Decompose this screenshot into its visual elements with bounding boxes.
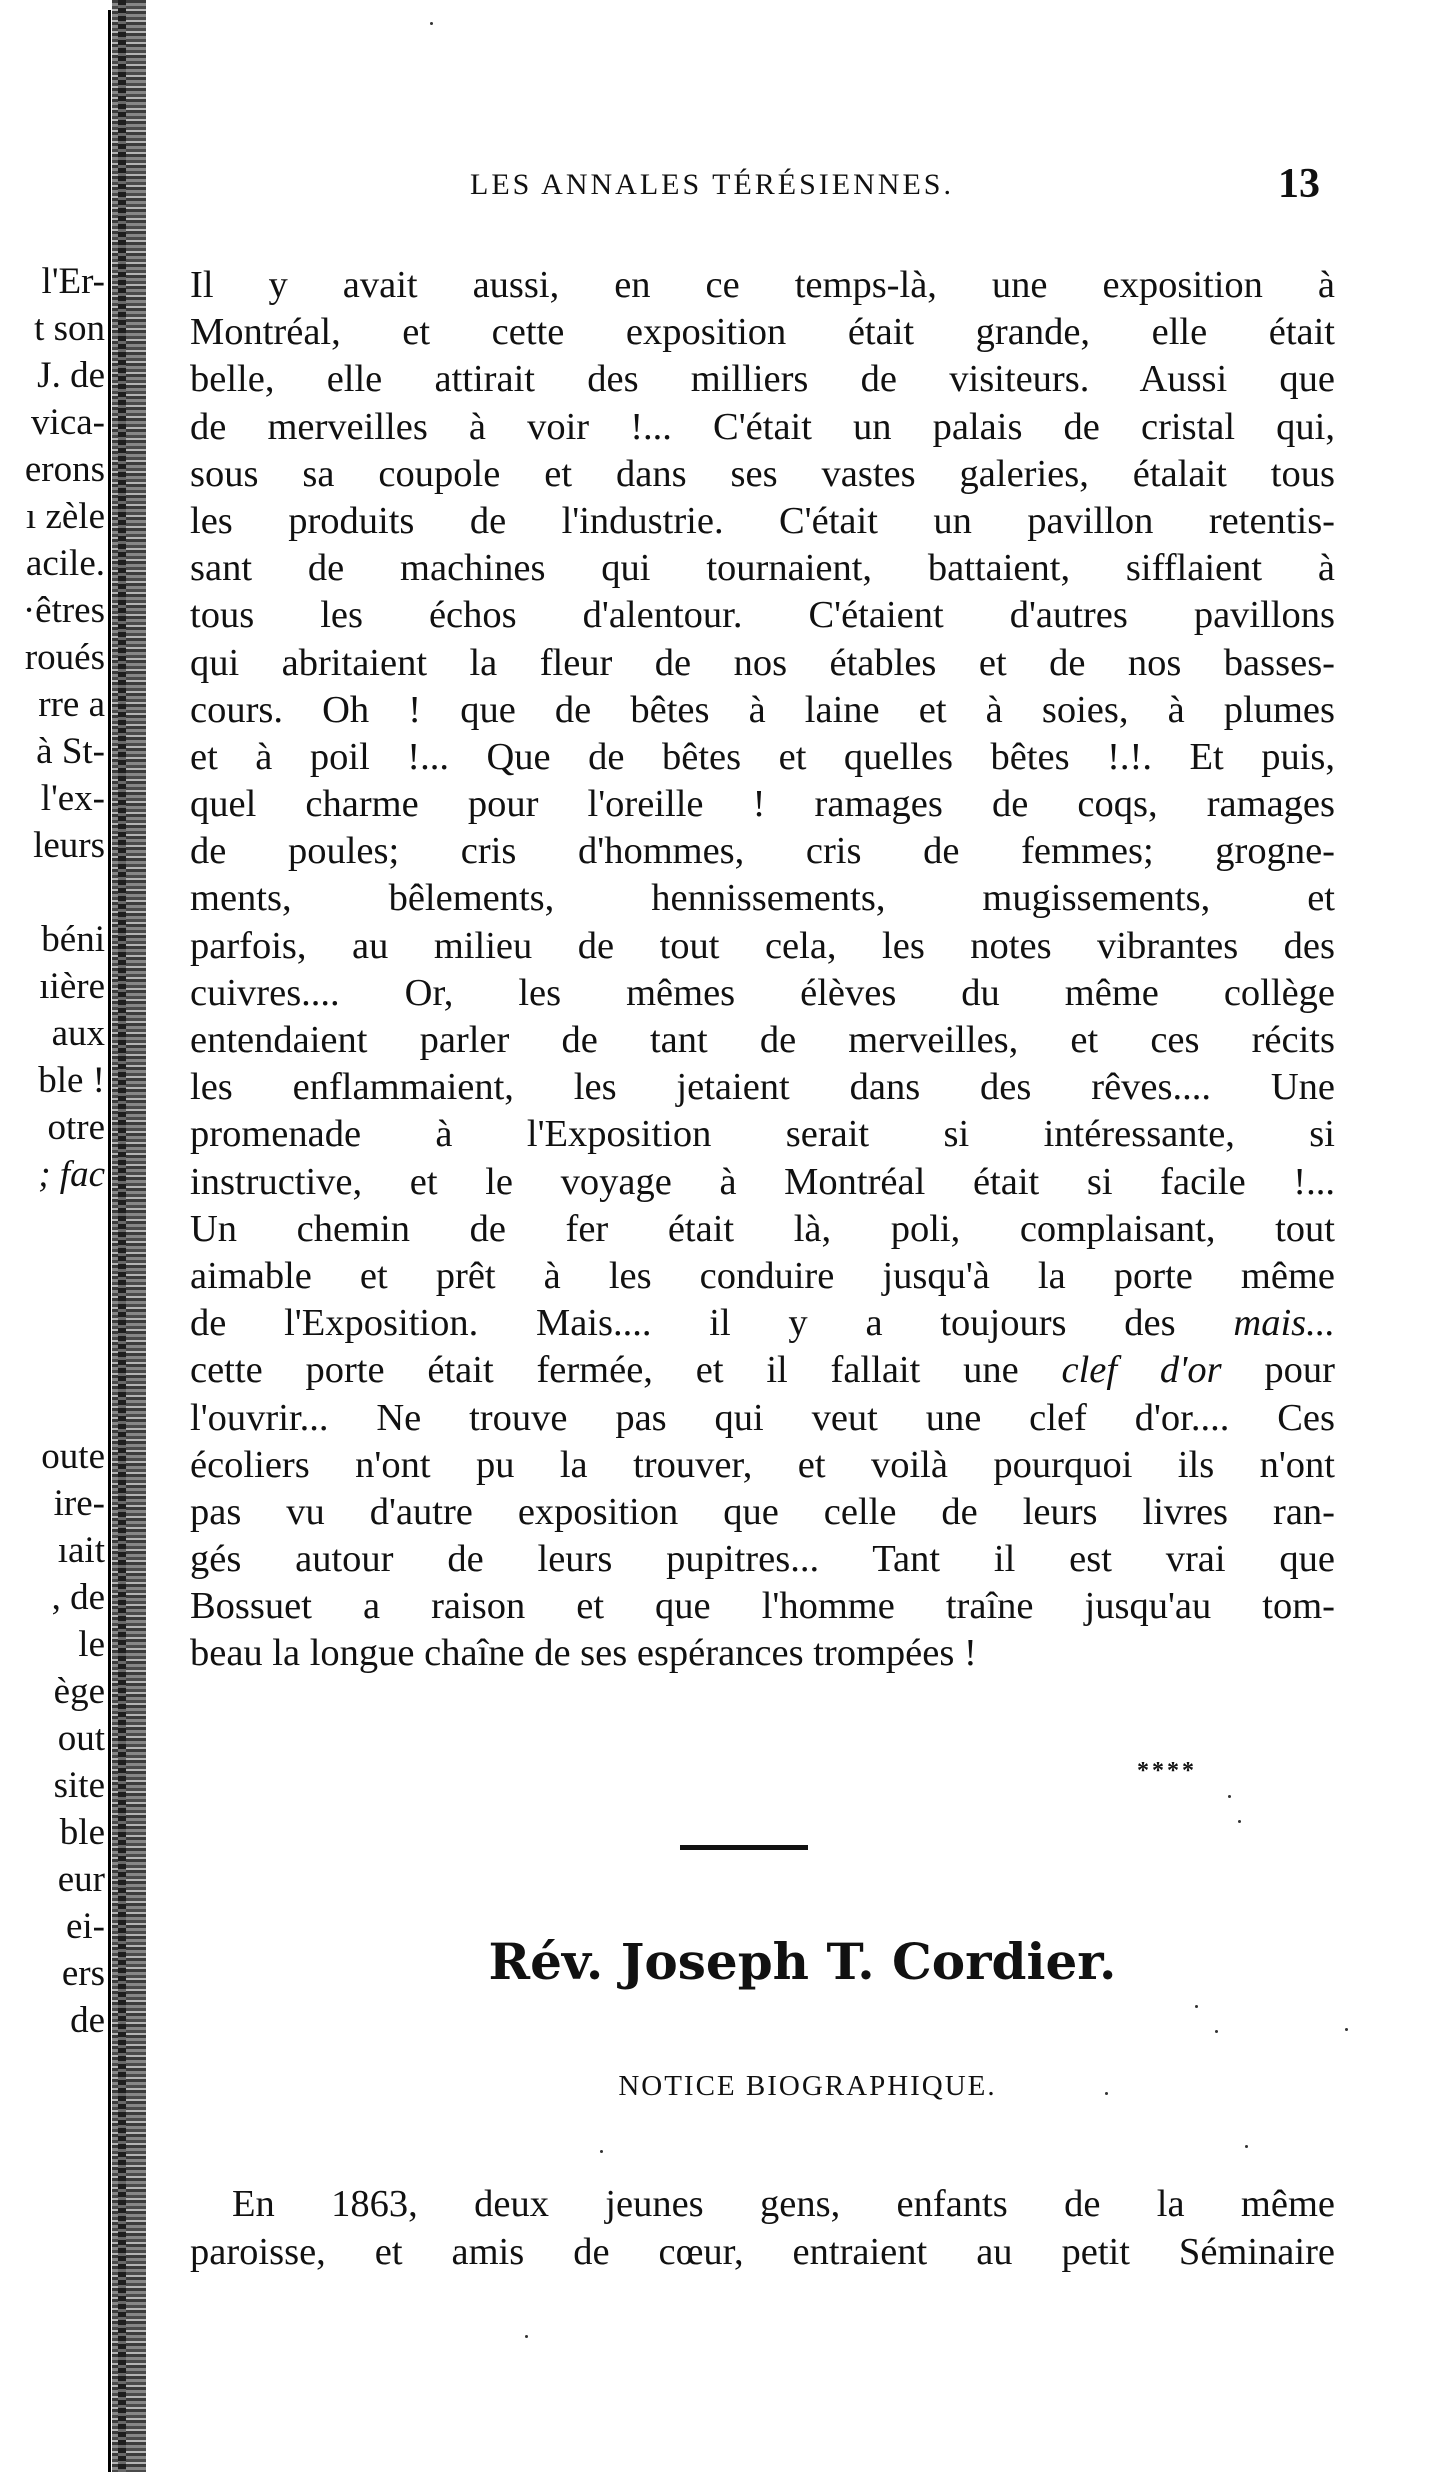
text-line: entendaient parler de tant de merveilles, et ces récits: [190, 1019, 1335, 1061]
left-fragment-line: ble: [59, 1812, 105, 1853]
scan-speck: [1238, 1820, 1241, 1823]
text-line: beau la longue chaîne de ses espérances trompées !: [190, 1632, 977, 1675]
section-divider: [680, 1845, 808, 1850]
left-fragment-line: [0, 1198, 105, 1245]
left-fragment-line: ire-: [53, 1483, 105, 1524]
text-line: parfois, au milieu de tout cela, les notes vibrantes des: [190, 924, 1335, 967]
left-fragment-line: vica-: [31, 402, 105, 443]
italic-phrase: clef d'or: [1061, 1349, 1222, 1392]
left-fragment-line: oute: [41, 1436, 105, 1477]
text-line: Montréal, et cette exposition était grande, elle était: [190, 311, 1335, 354]
left-fragment-line: t son: [34, 308, 105, 349]
left-fragment-line: rre a: [38, 684, 105, 725]
left-fragment-line: l'ex-: [40, 778, 105, 819]
left-fragment-line: de: [70, 2000, 105, 2041]
left-fragment-line: ers: [61, 1953, 105, 1994]
text-line: ments, bêlements, hennissements, mugissements, et: [190, 877, 1335, 920]
text-line: Il y avait aussi, en ce temps-là, une exposition à: [190, 264, 1335, 306]
scan-speck: [1245, 2145, 1248, 2148]
page-number: 13: [1278, 161, 1320, 207]
italic-word: mais...: [1233, 1302, 1335, 1345]
left-fragment-line: ei-: [65, 1906, 105, 1947]
text-line: Bossuet a raison et que l'homme traîne jusqu'au tom-: [190, 1585, 1335, 1628]
text-line: quel charme pour l'oreille ! ramages de coqs, ramages: [190, 783, 1335, 826]
text-run: de l'Exposition. Mais.... il y a toujours des: [190, 1302, 1234, 1345]
left-fragment-line: ıière: [39, 966, 105, 1007]
scan-speck: [1228, 1795, 1231, 1798]
text-line: belle, elle attirait des milliers de visiteurs. Aussi que: [190, 358, 1335, 401]
article-body: [190, 262, 1335, 1678]
text-line: [190, 1300, 1335, 1347]
section-subtitle: NOTICE BIOGRAPHIQUE.: [618, 2070, 997, 2102]
left-fragment-line: ège: [53, 1671, 105, 1712]
left-fragment-line: [0, 1292, 105, 1339]
left-fragment-line: ble !: [38, 1060, 105, 1101]
left-fragment-line: J. de: [37, 355, 105, 396]
text-line: [190, 1347, 1335, 1394]
left-fragment-line: roués: [24, 637, 105, 678]
left-fragment-line: acile.: [25, 543, 105, 584]
left-fragment-line: l'Er-: [41, 261, 105, 302]
scan-speck: [1215, 2030, 1218, 2033]
text-line: sant de machines qui tournaient, battaient, sifflaient à: [190, 547, 1335, 590]
text-line: cours. Oh ! que de bêtes à laine et à soies, à plumes: [190, 688, 1335, 731]
text-run: pour: [1221, 1349, 1335, 1392]
text-line: tous les échos d'alentour. C'étaient d'autres pavillons: [190, 594, 1335, 637]
section-body: [190, 2180, 1335, 2276]
text-line: En 1863, deux jeunes gens, enfants de la même: [232, 2183, 1335, 2225]
scan-speck: [1195, 2005, 1198, 2008]
scan-speck: [1345, 2028, 1348, 2031]
left-page-fragment: [0, 258, 105, 2044]
author-signature: ****: [1137, 1758, 1197, 1784]
text-line: les enflammaient, les jetaient dans des rêves.... Une: [190, 1066, 1335, 1109]
text-line: instructive, et le voyage à Montréal était si facile !...: [190, 1160, 1335, 1203]
text-line: les produits de l'industrie. C'était un pavillon retentis-: [190, 499, 1335, 542]
left-fragment-line: , de: [51, 1577, 105, 1618]
left-fragment-line: le: [78, 1624, 105, 1665]
text-line: aimable et prêt à les conduire jusqu'à la porte même: [190, 1254, 1335, 1297]
section-title: Rév. Joseph T. Cordier.: [488, 1932, 1117, 1991]
scan-speck: [600, 2150, 603, 2153]
left-fragment-line: out: [57, 1718, 105, 1759]
text-line: écoliers n'ont pu la trouver, et voilà pourquoi ils n'ont: [190, 1443, 1335, 1486]
text-line: de merveilles à voir !... C'était un palais de cristal qui,: [190, 405, 1335, 448]
text-line: de poules; cris d'hommes, cris de femmes; grogne-: [190, 830, 1335, 873]
left-fragment-line: [0, 1386, 105, 1433]
left-fragment-line: ı zèle: [25, 496, 105, 537]
left-fragment-line: ; fac: [38, 1154, 105, 1195]
text-line: paroisse, et amis de cœur, entraient au petit Séminaire: [190, 2231, 1335, 2273]
left-fragment-line: leurs: [33, 825, 105, 866]
left-fragment-line: otre: [47, 1107, 105, 1148]
scan-speck: [525, 2335, 528, 2338]
left-fragment-line: erons: [24, 449, 105, 490]
left-fragment-line: ·êtres: [22, 590, 105, 631]
text-line: gés autour de leurs pupitres... Tant il est vrai que: [190, 1538, 1335, 1581]
left-fragment-line: à St-: [36, 731, 105, 772]
text-line: et à poil !... Que de bêtes et quelles bêtes !.!. Et puis,: [190, 735, 1335, 778]
text-line: pas vu d'autre exposition que celle de leurs livres ran-: [190, 1490, 1335, 1533]
text-line: cuivres.... Or, les mêmes élèves du même collège: [190, 971, 1335, 1014]
text-line: promenade à l'Exposition serait si intéressante, si: [190, 1113, 1335, 1156]
scan-speck: [430, 22, 433, 25]
text-run: cette porte était fermée, et il fallait une: [190, 1349, 1062, 1392]
left-fragment-line: [0, 1339, 105, 1386]
text-line: Un chemin de fer était là, poli, complaisant, tout: [190, 1207, 1335, 1250]
left-fragment-line: [0, 1245, 105, 1292]
left-fragment-line: [0, 869, 105, 916]
running-head: LES ANNALES TÉRÉSIENNES.: [470, 168, 954, 201]
scan-speck: [1105, 2092, 1108, 2095]
left-fragment-line: aux: [51, 1013, 105, 1054]
text-line: l'ouvrir... Ne trouve pas qui veut une clef d'or.... Ces: [190, 1396, 1335, 1439]
left-fragment-line: site: [53, 1765, 105, 1806]
left-fragment-line: béni: [41, 919, 105, 960]
left-fragment-line: ıait: [57, 1530, 105, 1571]
text-line: qui abritaient la fleur de nos étables et de nos basses-: [190, 641, 1335, 684]
text-line: sous sa coupole et dans ses vastes galeries, étalait tous: [190, 452, 1335, 495]
left-fragment-line: eur: [57, 1859, 105, 1900]
